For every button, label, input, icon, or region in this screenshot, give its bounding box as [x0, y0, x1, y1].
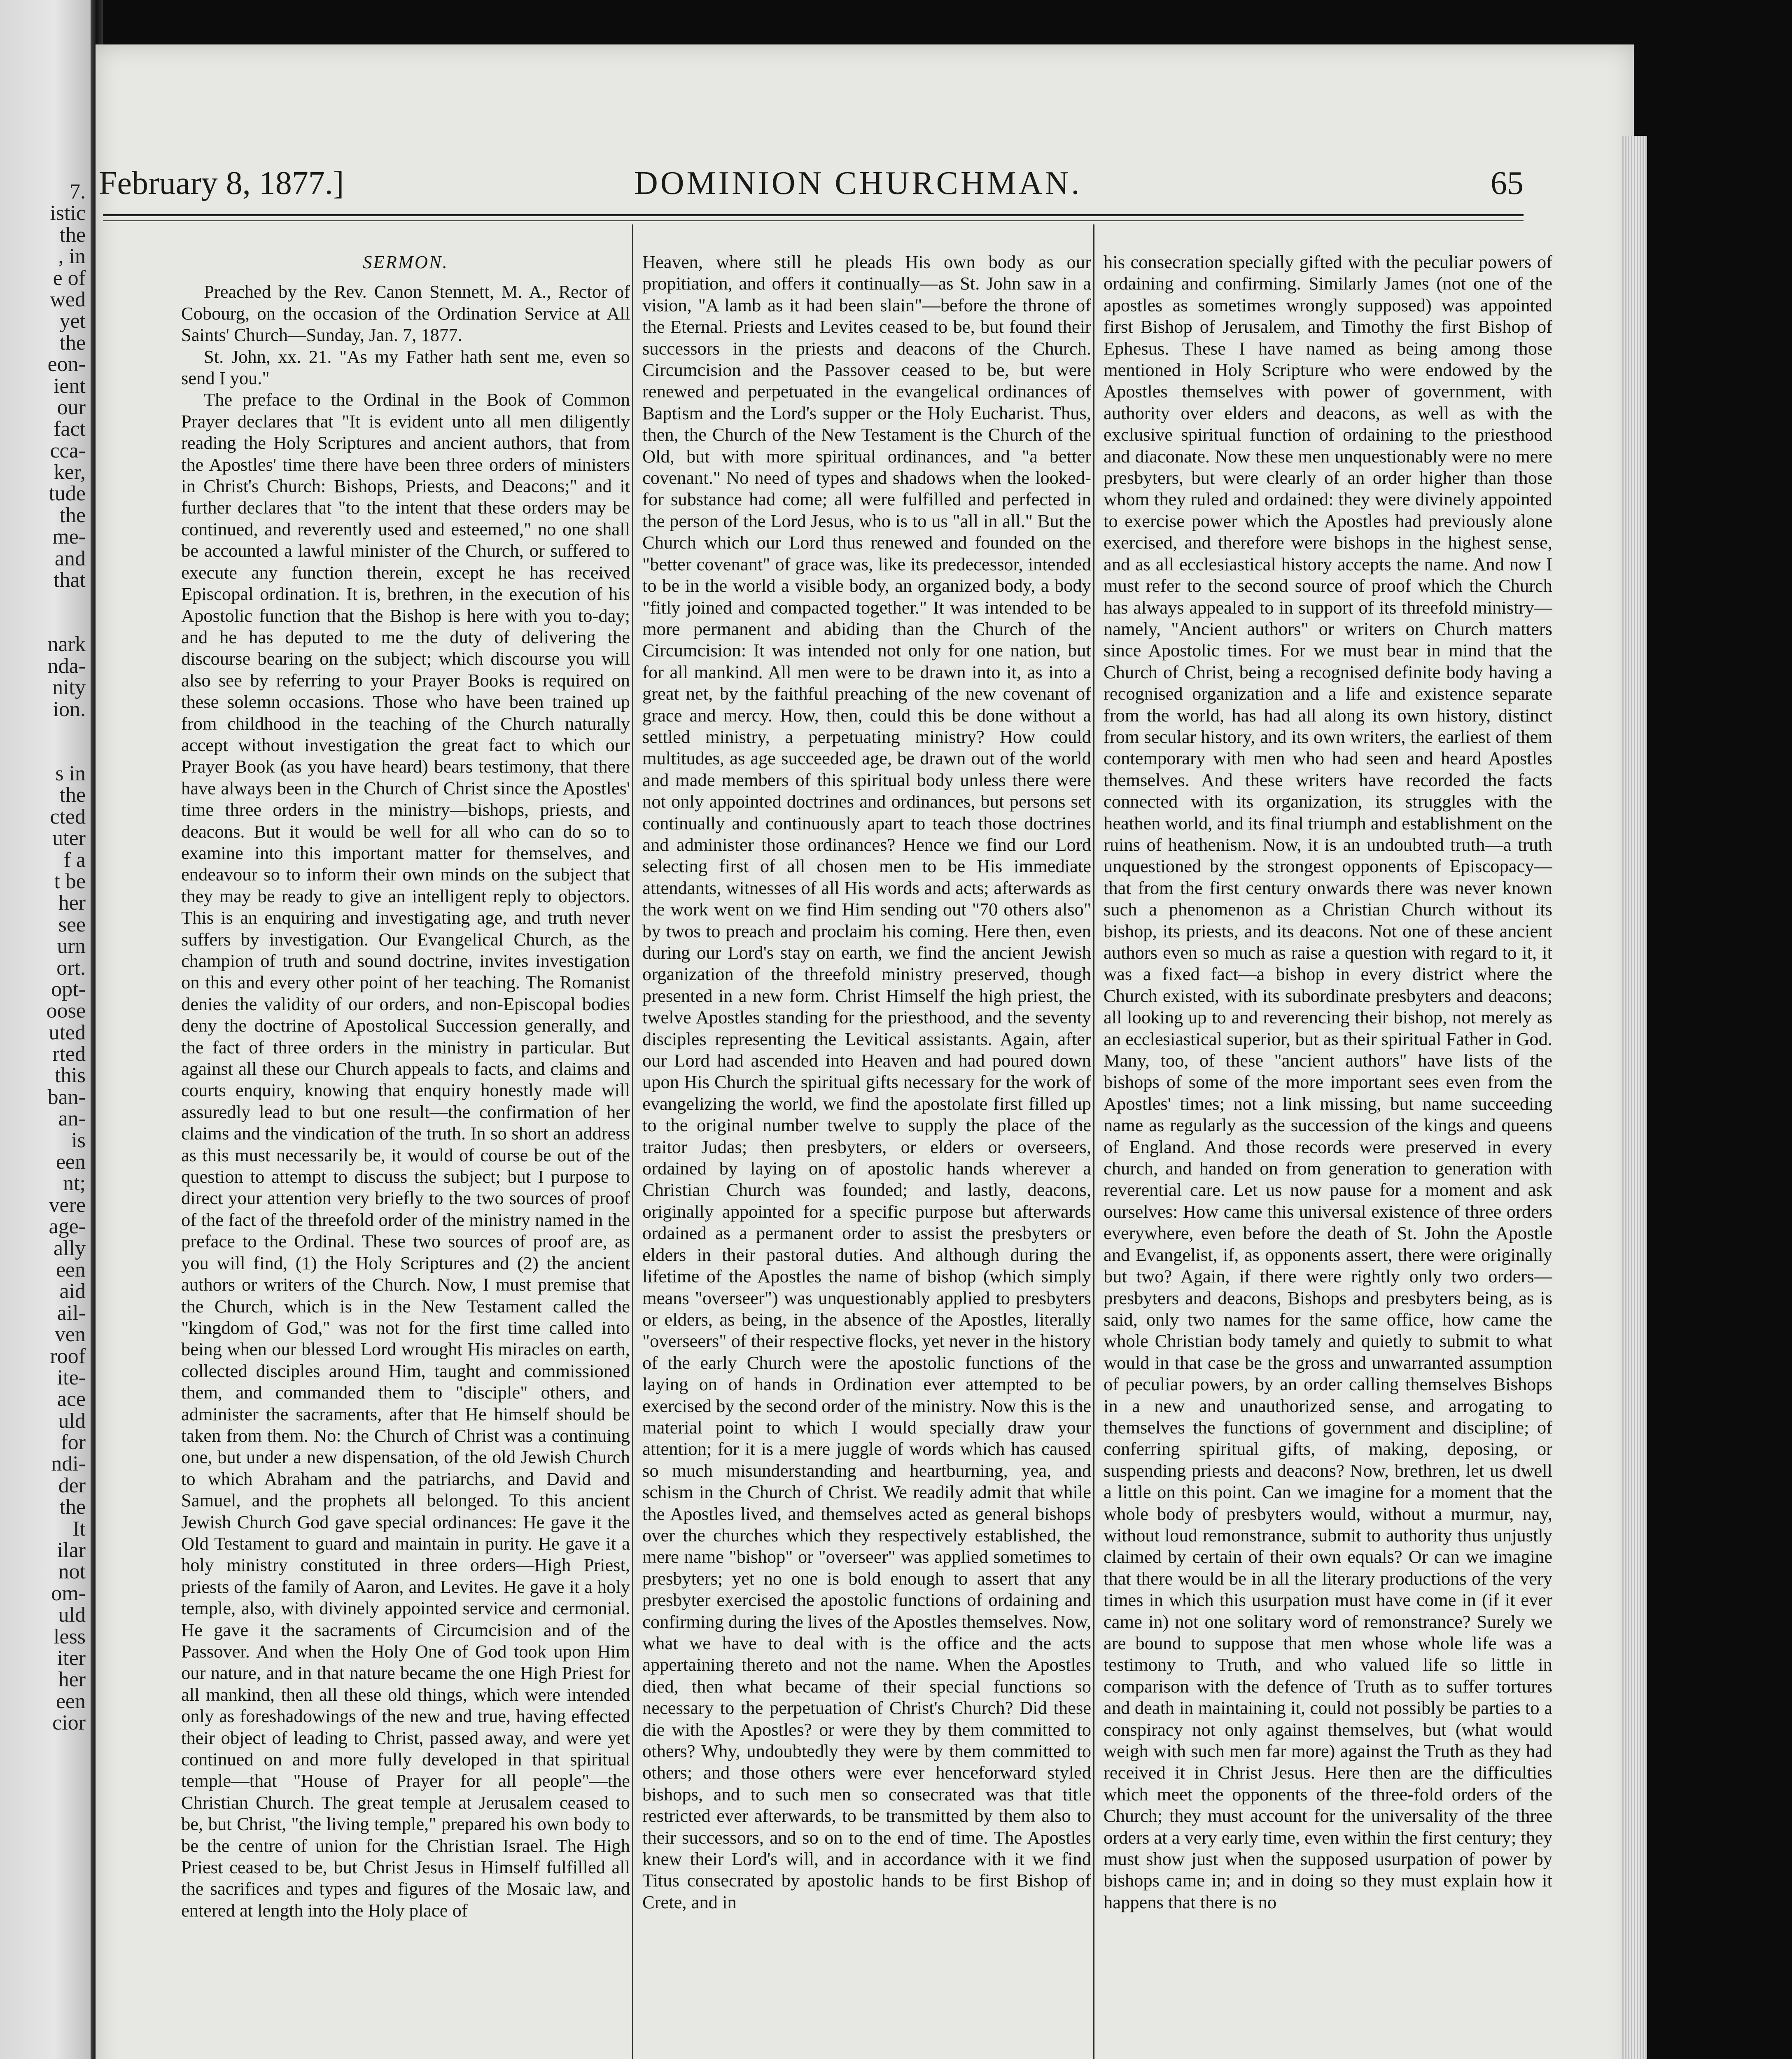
facing-page-line: not [58, 1560, 86, 1584]
facing-page-line: s in [55, 761, 86, 785]
page-edge-stack [1622, 136, 1647, 2059]
sermon-text-reference: St. John, xx. 21. "As my Father hath sent me, even so send I you." [181, 346, 630, 389]
facing-page-line: her [58, 1668, 86, 1692]
facing-page-line: om- [51, 1581, 86, 1605]
header-rule [103, 214, 1524, 216]
facing-page-line: istic [50, 201, 86, 225]
facing-page-line: iter [57, 1646, 86, 1670]
facing-page-line: nark [47, 633, 86, 656]
facing-page-line: ort. [56, 956, 86, 980]
facing-page-line: that [54, 568, 86, 592]
facing-page-line: , in [58, 245, 86, 268]
facing-page-line: tude [49, 482, 86, 506]
facing-page-line: our [57, 395, 86, 419]
facing-page-line: less [54, 1625, 86, 1648]
facing-page-line: uld [58, 1409, 86, 1433]
facing-page-line: age- [49, 1215, 86, 1239]
facing-page-line: t be [54, 869, 86, 893]
facing-page-line: nda- [47, 654, 86, 678]
facing-page-line: der [58, 1473, 86, 1497]
facing-page-line: ace [57, 1387, 86, 1411]
facing-page-line: and [54, 546, 86, 570]
body-paragraph: Heaven, where still he pleads His own body as our propitiation, and offers it continually—as St. John saw in a vision, "A lamb as it had been slain"—before the throne of the Eternal. Priests and Levites ceased to be, but found their successors in the priests and deacons of the Church. Circumcision and the Passover ceased to be, but were renewed and perpetuated in the evangelical ordinances of Baptism and the Lord's supper or the Holy Eucharist. Thus, then, the Church of the New Testament is the Church of the Old, but with more spiritual ordinances, and "a better covenant." No need of types and shadows when the looked-for substance had come; all were fulfilled and perfected in the person of the Lord Jesus, who is to us "all in all." But the Church which our Lord thus renewed and founded on the "better covenant" of grace was, like its predecessor, intended to be in the world a visible body, an organized body, a body "fitly joined and compacted together." It was intended to be more permanent and abiding than the Church of the Circumcision: It was intended not only for one nation, but for all mankind. All men were to be drawn into it, as into a great net, by the faithful preaching of the new covenant of grace and mercy. How, then, could this be done without a settled ministry, a perpetuating ministry? How could multitudes, as age succeeded age, be drawn out of the world and made members of this spiritual body unless there were not only appointed doctrines and ordinances, but persons set continually and continuously apart to teach those doctrines and administer those ordinances? Hence we find our Lord selecting first of all chosen men to be His immediate attendants, witnesses of all His words and acts; afterwards as the work went on we find Him sending out "70 others also" by twos to preach and proclaim his coming. Here then, even during our Lord's stay on earth, we find the ancient Jewish organization of the threefold ministry preserved, though presented in a new form. Christ Himself the high priest, the twelve Apostles standing for the priesthood, and the seventy disciples representing the Levitical assistants. Again, after our Lord had ascended into Heaven and had poured down upon His Church the spiritual gifts necessary for the work of evangelizing the world, we find the apostolate first filled up to the original number twelve to supply the place of the traitor Judas; then presbyters, or elders or overseers, ordained by laying on of apostolic hands wherever a Christian Church was founded; and lastly, deacons, originally appointed for a specific purpose but afterwards ordained as a permanent order to assist the presbyters or elders in their pastoral duties. And although during the lifetime of the Apostles the name of bishop (which simply means "overseer") was unquestionably applied to presbyters or elders, as being, in the absence of the Apostles, literally "overseers" of their respective flocks, yet never in the history of the early Church were the apostolic functions of the laying on of hands in Ordination ever attempted to be exercised by the second order of the ministry. Now this is the material point to which I would specially draw your attention; for it is a mere juggle of words which has caused so much misunderstanding and heartburning, yea, and schism in the Church of Christ. We readily admit that while the Apostles lived, and themselves acted as general bishops over the churches which they respectively established, the mere name "bishop" or "overseer" was applied sometimes to presbyters; yet no one is bold enough to assert that any presbyter exercised the apostolic functions of ordaining and confirming during the lives of the Apostles themselves. Now, what we have to deal with is the office and the acts appertaining thereto and not the name. When the Apostles died, then what became of their special functions so necessary to the perpetuation of Christ's Church? Did these die with the Apostles? or were they by them committed to others? Why, undoubtedly they were by them committed to others; and those others were ever henceforward styled bishops, and to such men so consecrated was that title restricted ever afterwards, to be transmitted by them also to their successors, and so on to the end of time. The Apostles knew their Lord's will, and in accordance with it we find Titus consecrated by apostolic hands to be first Bishop of Crete, and in [642, 252, 1091, 1912]
facing-page-line: een [56, 1150, 86, 1174]
facing-page-line: f a [63, 848, 86, 872]
facing-page-line: her [58, 891, 86, 915]
facing-page-line: eon- [47, 353, 86, 376]
masthead-title: DOMINION CHURCHMAN. [634, 165, 1082, 201]
facing-page-line: opt- [51, 977, 86, 1001]
page-header [99, 165, 1540, 210]
column-rule [1093, 224, 1094, 2059]
facing-page-line: the [59, 1495, 86, 1519]
facing-page-line: me- [52, 525, 86, 549]
facing-page-line: uter [52, 826, 86, 850]
facing-page-line: cior [52, 1711, 86, 1735]
facing-page-text [7, 181, 86, 1734]
facing-page-line: urn [57, 934, 86, 958]
facing-page-line: roof [50, 1344, 86, 1368]
facing-page-line: nt; [63, 1172, 86, 1195]
body-paragraph: his consecration specially gifted with the peculiar powers of ordaining and confirming. Similarly James (not one of the apostles as sometimes wrongly supposed) was appointed first Bishop of Jerusalem, and Timothy the first Bishop of Ephesus. These I have named as being among those mentioned in Holy Scripture who were endowed by the Apostles themselves with power of government, with authority over elders and deacons, as well as with the exclusive spiritual function of ordaining to the priesthood and diaconate. Now these men unquestionably were no mere presbyters, but were clearly of an order higher than those whom they ruled and ordained: they were divinely appointed to exercise power which the Apostles had previously alone exercised, and therefore were bishops in the highest sense, and as all ecclesiastical history accepts the name. And now I must refer to the second source of proof which the Church has always appealed to in support of its threefold ministry—namely, "Ancient authors" or writers on Church matters since Apostolic times. For we must bear in mind that the Church of Christ, being a recognised definite body having a recognised organization and a life and existence separate from the world, has had all along its own history, distinct from secular history, and its own writers, the earliest of them contemporary with men who had seen and heard Apostles themselves. And these writers have recorded the facts connected with its organization, its struggles with the heathen world, and its final triumph and establishment on the ruins of heathenism. Now, it is an undoubted truth—a truth unquestioned by the strongest opponents of Episcopacy—that from the first century onwards there was never known such a phenomenon as a Christian Church without its bishop, its priests, and its deacons. Not one of these ancient authors even so much as raise a question with regard to it, it was a fixed fact—a bishop in every district where the Church existed, with its subordinate presbyters and deacons; all looking up to and reverencing their bishop, not merely as an ecclesiastical superior, but as their spiritual Father in God. Many, too, of these "ancient authors" have lists of the bishops of some of the more important sees even from the Apostles' times; not a link missing, but name succeeding name as regularly as the succession of the kings and queens of England. And those records were preserved in every church, and handed on from generation to generation with reverential care. Let us now pause for a moment and ask ourselves: How came this universal existence of three orders everywhere, even before the death of St. John the Apostle and Evangelist, if, as opponents assert, there were originally but two? Again, if there were rightly only two orders—presbyters and deacons, Bishops and presbyters being, as is said, only two names for the same office, how came the whole Christian body tamely and quietly to submit to what would in that case be the gross and unwarranted assumption of peculiar powers, by an order calling themselves Bishops in a new and unauthorized sense, and arrogating to themselves the functions of government and discipline; of conferring spiritual gifts, of making, deposing, or suspending priests and deacons? Now, brethren, let us dwell a little on this point. Can we imagine for a moment that the whole body of presbyters would, without a murmur, nay, without loud remonstrance, submit to authority thus unjustly claimed by certain of their own equals? Or can we imagine that there would be in all the literary productions of the very times in which this usurpation must have come in (if it ever came in) not one solitary word of remonstrance? Surely we are bound to suppose that men whose whole life was a testimony to Truth, and who valued life so little in comparison with the defence of Truth as to suffer tortures and death in maintaining it, could not possibly be parties to a conspiracy not only against themselves, but (what would weigh with such men far more) against the Truth as they had received it in Christ Jesus. Here then are the difficulties which meet the opponents of the three-fold orders of the Church; they must account for the universality of the three orders at a very early time, even within the first century; they must show just when the supposed usurpation of power by bishops came in; and in doing so they must explain how it happens that there is no [1104, 252, 1552, 1912]
facing-page-line: ndi- [51, 1452, 86, 1476]
column-2 [642, 251, 1091, 2059]
facing-page-line: fact [54, 417, 86, 441]
facing-page-line: yet [59, 309, 86, 333]
facing-page-line: ite- [57, 1366, 86, 1389]
facing-page-line [7, 720, 86, 763]
facing-page-line: oose [46, 999, 86, 1023]
facing-page-line: ker, [54, 460, 86, 484]
facing-page-line: see [58, 913, 86, 936]
column-rule [632, 224, 633, 2059]
facing-page-fragment [0, 0, 91, 2059]
facing-page-line: this [54, 1064, 86, 1088]
facing-page-line: cca- [50, 439, 86, 462]
facing-page-line: ail- [57, 1301, 86, 1325]
facing-page-line: is [71, 1128, 86, 1152]
facing-page-line: aid [59, 1279, 86, 1303]
facing-page-line: the [59, 503, 86, 527]
facing-page-line: It [72, 1517, 86, 1541]
column-1 [181, 251, 630, 2059]
facing-page-line: ven [54, 1323, 86, 1347]
facing-page-line: rted [52, 1042, 86, 1066]
facing-page-line: ban- [47, 1085, 86, 1109]
sermon-heading: SERMON. [363, 252, 448, 272]
facing-page-line: een [56, 1258, 86, 1282]
header-date: February 8, 1877.] [99, 165, 344, 201]
facing-page-line: ient [54, 374, 86, 398]
facing-page-line: uld [58, 1603, 86, 1627]
header-rule-thin [103, 220, 1524, 221]
facing-page-line: wed [50, 287, 86, 311]
facing-page-line: the [59, 223, 86, 247]
sermon-byline: Preached by the Rev. Canon Stennett, M. A., Rector of Cobourg, on the occasion of the Ordination Service at All Saints' Church—Sunday, Jan. 7, 1877. [181, 281, 630, 346]
facing-page-line: 7. [70, 180, 86, 203]
facing-page-line: e of [53, 266, 86, 290]
facing-page-line: uted [49, 1020, 86, 1044]
body-paragraph: The preface to the Ordinal in the Book of Common Prayer declares that "It is evident unto all men diligently reading the Holy Scriptures and ancient authors, that from the Apostles' time there have been three orders of ministers in Christ's Church: Bishops, Priests, and Deacons;" and it further declares that "to the intent that these orders may be continued, and reverently used and esteemed," no one shall be accounted a lawful minister of the Church, or suffered to execute any function therein, except he has received Episcopal ordination. It is, brethren, in the execution of his Apostolic function that the Bishop is here with you to-day; and he has deputed to me the duty of delivering the discourse bearing on the subject; which discourse you will also see by referring to your Prayer Books is required on these solemn occasions. Those who have been trained up from childhood in the teaching of the Church naturally accept without investigation the great fact to which our Prayer Book (as you have heard) bears testimony, that there have always been in the Church of Christ since the Apostles' time three orders in the ministry—bishops, priests, and deacons. But it would be well for all who can do so to examine into this important matter for themselves, and endeavour so to inform their own minds on the subject that they may be ready to give an intelligent reply to objectors. This is an enquiring and investigating age, and truth never suffers by investigation. Our Evangelical Church, as the champion of truth and sound doctrine, invites investigation on this and every other point of her teaching. The Romanist denies the validity of our orders, and non-Episcopal bodies deny the doctrine of Apostolical Succession generally, and the fact of three orders in the ministry in particular. But against all these our Church appeals to facts, and claims and courts enquiry, knowing that enquiry honestly made will assuredly lead to but one result—the confirmation of her claims and the vindication of the truth. In so short an address as this must necessarily be, it would of course be out of the question to attempt to discuss the subject; but I purpose to direct your attention very briefly to the two sources of proof of the fact of the threefold order of the ministry named in the preface to the Ordinal. These two sources of proof are, as you will find, (1) the Holy Scriptures and (2) the ancient authors or writers of the Church. Now, I must premise that the Church, which is in the New Testament called the "kingdom of God," was not for the first time called into being when our blessed Lord wrought His miracles on earth, collected disciples around Him, taught and commissioned them, and commanded them to "disciple" others, and administer the sacraments, after that He himself should be taken from them. No: the Church of Christ was a continuing one, but under a new dispensation, of the old Jewish Church to which Abraham and the patriarchs, and David and Samuel, and the prophets all belonged. To this ancient Jewish Church God gave special ordinances: He gave it the Old Testament to guard and maintain in purity. He gave it a holy ministry constituted in three orders—High Priest, priests of the family of Aaron, and Levites. He gave it a holy temple, also, with divinely appointed service and cermonial. He gave it the sacraments of Circumcision and of the Passover. And when the Holy One of God took upon Him our nature, and in that nature became the one High Priest for all mankind, then all these old things, which were intended only as foreshadowings of the new and true, having effected their object of leading to Christ, passed away, and were yet continued on and more fully developed in that spiritual temple—that "House of Prayer for all people"—the Christian Church. The great temple at Jerusalem ceased to be, but Christ, "the living temple," prepared his own body to be the centre of union for the Christian Israel. The High Priest ceased to be, but Christ Jesus in Himself fulfilled all the sacrifices and types and figures of the Mosaic law, and entered at length into the Holy place of [181, 389, 630, 1921]
facing-page-line: for [61, 1431, 86, 1454]
facing-page-line: ally [54, 1236, 86, 1260]
facing-page-line: the [59, 783, 86, 807]
facing-page-line: nity [52, 676, 86, 700]
facing-page-line: een [56, 1689, 86, 1713]
facing-page-line: ion. [53, 697, 86, 721]
facing-page-line: cted [50, 805, 86, 829]
facing-page-line: an- [58, 1107, 86, 1131]
facing-page-line: ilar [57, 1538, 86, 1562]
page-number: 65 [1491, 165, 1524, 201]
facing-page-line: the [59, 331, 86, 355]
facing-page-line: vere [49, 1193, 86, 1217]
column-3 [1104, 251, 1552, 2059]
facing-page-line [7, 591, 86, 634]
